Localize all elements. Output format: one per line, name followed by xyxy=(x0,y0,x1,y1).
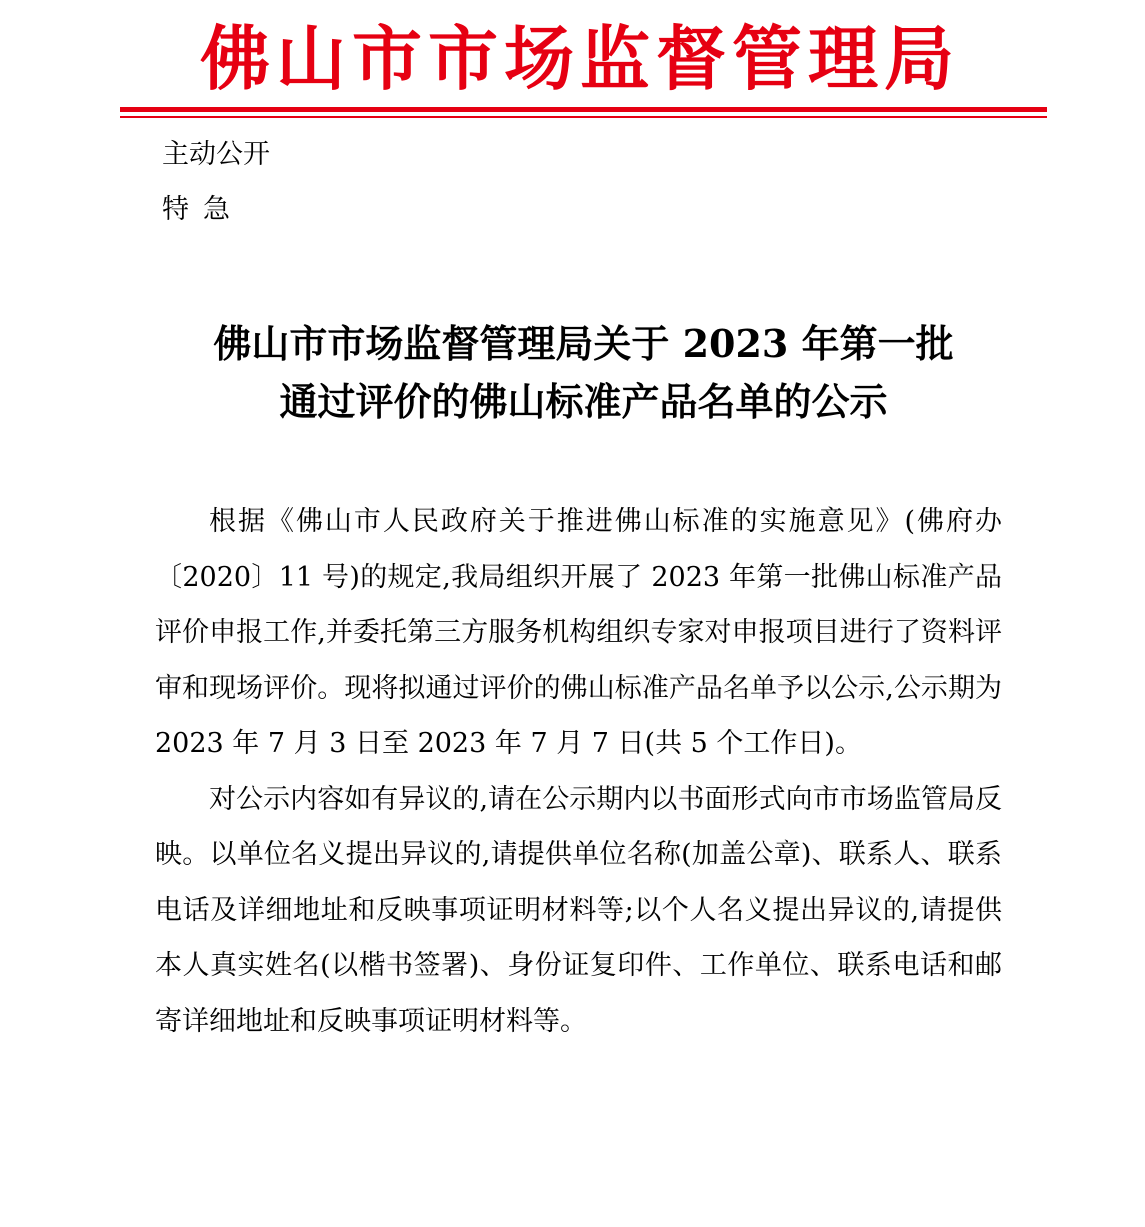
agency-header: 佛山市市场监督管理局 xyxy=(200,17,960,100)
header-rule-thick xyxy=(120,107,1047,112)
urgency-label: 特急 xyxy=(162,194,244,225)
document-body xyxy=(155,494,1002,1049)
document-title-line-1: 佛山市市场监督管理局关于 2023 年第一批 xyxy=(213,321,954,366)
document-title-line-2: 通过评价的佛山标准产品名单的公示 xyxy=(279,379,888,424)
document-title xyxy=(120,315,1047,431)
body-paragraph-2: 对公示内容如有异议的,请在公示期内以书面形式向市市场监管局反映。以单位名义提出异议的,请提供单位名称(加盖公章)、联系人、联系电话及详细地址和反映事项证明材料等;以个人名义提出异议的,请提供本人真实姓名(以楷书签署)、身份证复印件、工作单位、联系电话和邮寄详细地址和反映事项证明材料等。 xyxy=(155,783,1002,1037)
header-rule-thin xyxy=(120,116,1047,118)
body-paragraph-1: 根据《佛山市人民政府关于推进佛山标准的实施意见》(佛府办〔2020〕11 号)的规定,我局组织开展了 2023 年第一批佛山标准产品评价申报工作,并委托第三方服务机构组织专家对申报项目进行了资料评审和现场评价。现将拟通过评价的佛山标准产品名单予以公示,公示期为 2023 年 7 月 3 日至 2023 年 7 月 7 日(共 5 个工作日)。 xyxy=(155,506,1002,759)
disclosure-label: 主动公开 xyxy=(162,139,270,170)
